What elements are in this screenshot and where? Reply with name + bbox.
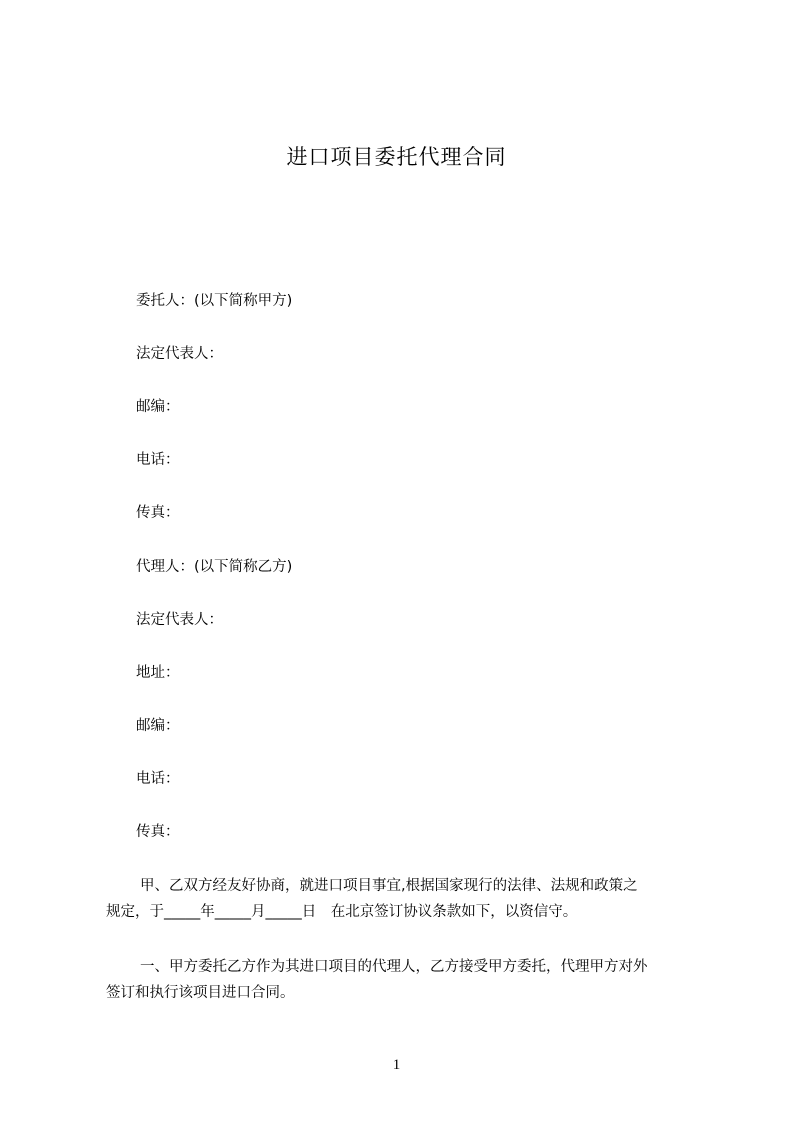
paragraph-line: 签订和执行该项目进口合同。 (106, 985, 295, 1001)
page-number: 1 (392, 1057, 401, 1073)
document-title: 进口项目委托代理合同 (286, 145, 507, 169)
field-client-fax: 传真： (136, 505, 180, 521)
field-agent-legal-rep: 法定代表人： (136, 612, 223, 628)
paragraph-line: 规定，于_____年_____月_____日 在北京签订协议条款如下，以资信守。 (106, 904, 578, 920)
field-agent-phone: 电话： (136, 771, 180, 787)
field-client: 委托人：(以下简称甲方) (136, 293, 293, 309)
field-agent: 代理人：(以下简称乙方) (136, 559, 293, 575)
field-agent-address: 地址： (136, 665, 180, 681)
paragraph-clause-1 (106, 954, 706, 1006)
field-client-postcode: 邮编： (136, 399, 180, 415)
field-agent-fax: 传真： (136, 824, 180, 840)
paragraph-line: 一、甲方委托乙方作为其进口项目的代理人，乙方接受甲方委托，代理甲方对外 (140, 959, 648, 975)
field-client-phone: 电话： (136, 452, 180, 468)
paragraph-preamble (106, 873, 706, 925)
paragraph-line: 甲、乙双方经友好协商，就进口项目事宜,根据国家现行的法律、法规和政策之 (140, 878, 638, 894)
field-agent-postcode: 邮编： (136, 718, 180, 734)
field-client-legal-rep: 法定代表人： (136, 346, 223, 362)
